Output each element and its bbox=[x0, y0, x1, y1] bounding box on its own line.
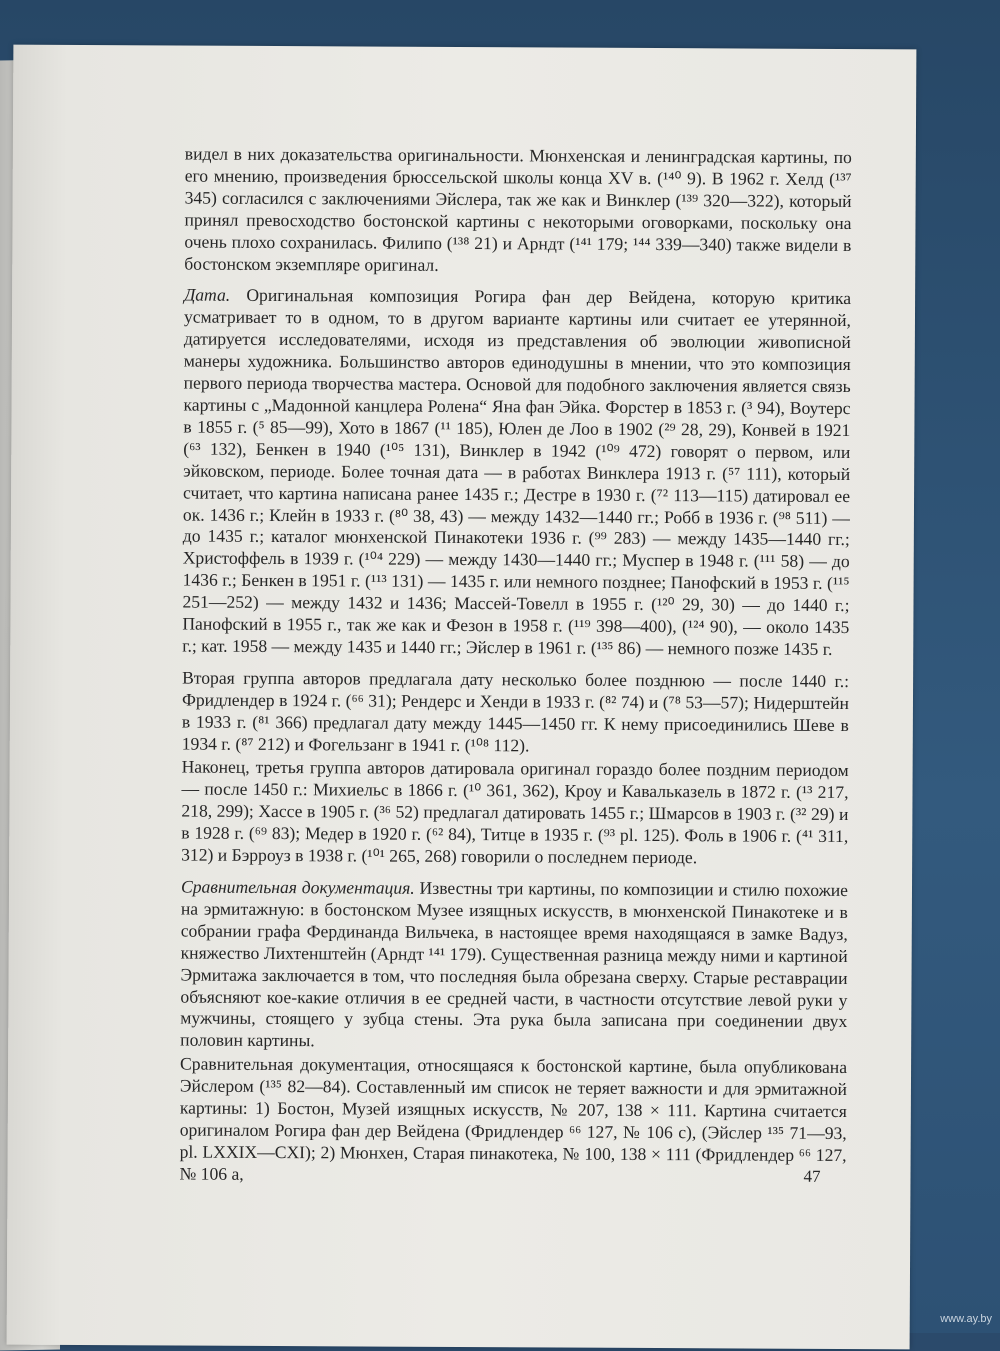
page-text-column bbox=[179, 144, 851, 1199]
watermark: www.ay.by bbox=[940, 1313, 992, 1325]
section-comparative-heading: Сравнительная документация. bbox=[180, 876, 415, 898]
section-date-text: Оригинальная композиция Рогира фан дер Вейдена, которую критика усматривает то в одном, то в другом варианте картины или считает ее утерянной, датируется исследователями, исходя из представления об эволюции живописной манеры художника. Большинство авторов единодушны в мнении, что это композиция первого периода творчества мастера. Основой для подобного заключения является связь картины с „Мадонной канцлера Ролена“ Яна фан Эйка. Форстер в 1853 г. (³ 94), Воутерс в 1855 г. (⁵ 85—99), Хото в 1867 (¹¹ 185), Юлен де Лоо в 1902 (²⁹ 28, 29), Конвей в 1921 (⁶³ 132), Бенкен в 1940 (¹⁰⁵ 131), Винклер в 1942 (¹⁰⁹ 472) говорят о первом, или эйковском, периоде. Более точная дата — в работах Винклера 1913 г. (⁵⁷ 111), который считает, что картина написана ранее 1435 г.; Дестре в 1930 г. (⁷² 113—115) датировал ее ок. 1436 г.; Клейн в 1933 г. (⁸⁰ 38, 43) — между 1432—1440 гг.; Робб в 1936 г. (⁹⁸ 511) — до 1435 г.; каталог мюнхенской Пинакотеки 1936 г. (⁹⁹ 283) — между 1435—1440 гг.; Христоффель в 1939 г. (¹⁰⁴ 229) — между 1430—1440 гг.; Муспер в 1948 г. (¹¹¹ 58) — до 1436 г.; Бенкен в 1951 г. (¹¹³ 131) — 1435 г. или немного позднее; Панофский в 1953 г. (¹¹⁵ 251—252) — между 1432 и 1436; Массей-Товелл в 1955 г. (¹²⁰ 29, 30) — до 1440 г.; Панофский в 1955 г., так же как и Фезон в 1958 г. (¹¹⁹ 398—400), (¹²⁴ 90), — около 1435 г.; кат. 1958 — между 1435 и 1440 гг.; Эйслер в 1961 г. (¹³⁵ 86) — немного позже 1435 г. bbox=[182, 285, 852, 659]
page-number: 47 bbox=[803, 1166, 821, 1186]
section-date-heading: Дата. bbox=[184, 284, 231, 306]
book-page bbox=[7, 45, 917, 1350]
paragraph-comparative-list: Сравнительная документация, относящаяся к бостонской картине, была опубликована Эйслером (¹³⁵ 82—84). Составленный им список не теряет важности и для эрмитажной картины: 1) Бостон, Музей изящных искусств, № 207, 138 × 111. Картина считается оригиналом Рогира фан дер Вейдена (Фридлендер ⁶⁶ 127, № 106 с), (Эйслер ¹³⁵ 71—93, pl. LXXIX—CXI); 2) Мюнхен, Старая пинакотека, № 100, 138 × 111 (Фридлендер ⁶⁶ 127, № 106 а, bbox=[179, 1053, 848, 1184]
paragraph-opening: видел в них доказательства оригинальности. Мюнхенская и ленинградская картины, по его мнению, произведения брюссельской школы конца XV в. (¹⁴⁰ 9). В 1962 г. Хелд (¹³⁷ 345) согласился с заключениями Эйслера, так же как и Винклер (¹³⁹ 320—322), который принял превосходство бостонской картины с некоторыми оговорками, поскольку она очень плохо сохранилась. Филипо (¹³⁸ 21) и Арндт (¹⁴¹ 179; ¹⁴⁴ 339—340) также видели в бостонском экземпляре оригинал. bbox=[184, 143, 852, 275]
paragraph-third-group: Наконец, третья группа авторов датировала оригинал гораздо более поздним периодом — после 1450 г.: Михиельс в 1866 г. (¹⁰ 361, 362), Кроу и Кавальказель в 1872 г. (¹³ 217, 218, 299); Хассе в 1905 г. (³⁶ 52) предлагал датировать 1455 г.; Шмарсов в 1903 г. (³² 29) и в 1928 г. (⁶⁹ 83); Медер в 1920 г. (⁶² 84), Титце в 1935 г. (⁹³ pl. 125). Фоль в 1906 г. (⁴¹ 311, 312) и Бэрроуз в 1938 г. (¹⁰¹ 265, 268) говорили о последнем периоде. bbox=[181, 757, 849, 868]
section-comparative bbox=[180, 877, 848, 1056]
section-comparative-text: Известны три картины, по композиции и стилю похожие на эрмитажную: в бостонском Музее изящных искусств, в мюнхенской Пинакотеке и в собрании графа Фердинанда Вильчека, в настоящее время находящаяся в замке Вадуз, княжество Лихтенштейн (Арндт ¹⁴¹ 179). Существенная разница между ними и картиной Эрмитажа заключается в том, что последняя была обрезана сверху. Старые реставрации объясняют кое-какие отличия в ее средней части, в частности отсутствие левой руки у мужчины, стоящего у зубца стены. Эта рука была записана при соединении двух половин картины. bbox=[180, 877, 849, 1051]
section-date bbox=[182, 285, 851, 661]
paragraph-second-group: Вторая группа авторов предлагала дату несколько более позднюю — после 1440 г.: Фридлендер в 1924 г. (⁶⁶ 31); Рендерс и Хенди в 1933 г. (⁸² 74) и (⁷⁸ 53—57); Нидерштейн в 1933 г. (⁸¹ 366) предлагал дату между 1445—1450 гг. К нему присоединились Шеве в 1934 г. (⁸⁷ 212) и Фогельзанг в 1941 г. (¹⁰⁸ 112). bbox=[181, 667, 850, 755]
